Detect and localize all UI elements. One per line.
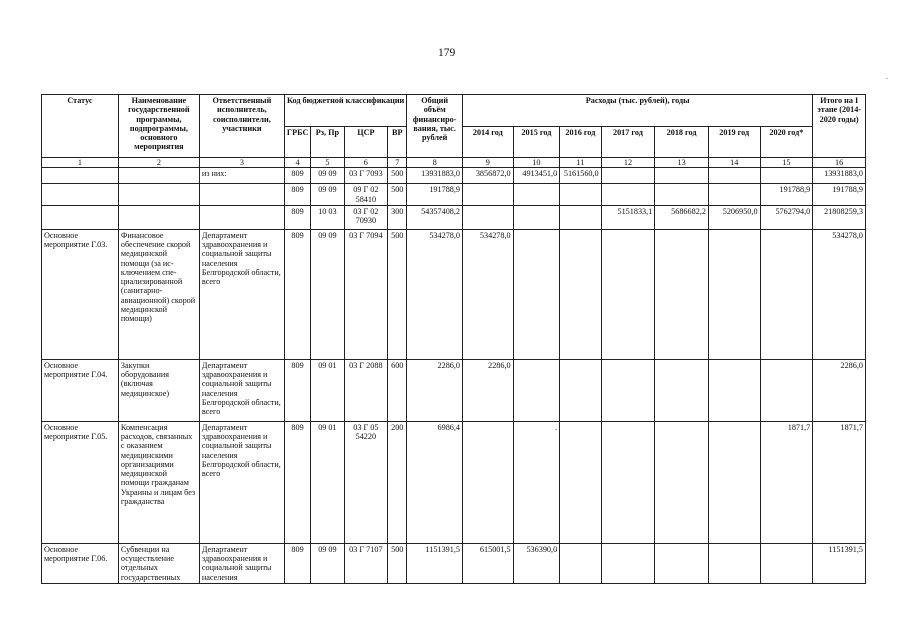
cell-rz-pr: 10 03 xyxy=(311,205,344,229)
header-expenses: Расходы (тыс. рублей), годы xyxy=(463,95,813,127)
cell-executor xyxy=(199,184,284,206)
cell-rz-pr: 09 09 xyxy=(311,168,344,184)
cell-program-name xyxy=(118,184,199,206)
cell-year-2020 xyxy=(760,543,813,583)
cell-status: Основное мероприятие Г.04. xyxy=(42,359,119,421)
cell-grbs: 809 xyxy=(284,359,310,421)
cell-year-2016: 5161560,0 xyxy=(560,168,601,184)
cell-vr: 500 xyxy=(388,168,407,184)
cell-year-2019 xyxy=(708,543,760,583)
column-number: 8 xyxy=(407,158,463,168)
cell-stage-total: 21808259,3 xyxy=(813,205,866,229)
cell-year-2014: 534278,0 xyxy=(463,229,514,359)
cell-stage-total: 534278,0 xyxy=(813,229,866,359)
column-number: 1 xyxy=(42,158,119,168)
cell-vr: 300 xyxy=(388,205,407,229)
cell-stage-total: 13931883,0 xyxy=(813,168,866,184)
cell-year-2019 xyxy=(708,421,760,543)
cell-grbs: 809 xyxy=(284,205,310,229)
header-year-2015: 2015 год xyxy=(513,126,560,158)
cell-year-2016 xyxy=(560,184,601,206)
column-number: 13 xyxy=(655,158,709,168)
header-vr: ВР xyxy=(388,126,407,158)
cell-year-2016 xyxy=(560,229,601,359)
header-rz-pr: Рз, Пр xyxy=(311,126,344,158)
header-year-2016: 2016 год xyxy=(560,126,601,158)
cell-status xyxy=(42,168,119,184)
column-number: 7 xyxy=(388,158,407,168)
table-row xyxy=(42,421,866,543)
column-number: 5 xyxy=(311,158,344,168)
cell-year-2018: 5686682,2 xyxy=(655,205,709,229)
cell-year-2020: 5762794,0 xyxy=(760,205,813,229)
cell-year-2020 xyxy=(760,168,813,184)
column-number: 15 xyxy=(760,158,813,168)
cell-csr: 09 Г 02 58410 xyxy=(344,184,388,206)
column-number: 12 xyxy=(601,158,655,168)
header-year-2017: 2017 год xyxy=(601,126,655,158)
stray-mark: . xyxy=(886,72,888,81)
cell-year-2020: 1871,7 xyxy=(760,421,813,543)
column-number: 3 xyxy=(199,158,284,168)
cell-year-2019 xyxy=(708,229,760,359)
cell-year-2018 xyxy=(655,359,709,421)
cell-year-2014 xyxy=(463,184,514,206)
cell-rz-pr: 09 09 xyxy=(311,184,344,206)
cell-year-2015: 4913451,0 xyxy=(513,168,560,184)
cell-year-2014: 2286,0 xyxy=(463,359,514,421)
cell-year-2014: 615001,5 xyxy=(463,543,514,583)
header-program-name: Наименование государственной программы, подпрограммы, основного мероприятия xyxy=(118,95,199,158)
cell-program-name: Финансовое обеспечение скорой медицинской помощи (за ис-ключением спе-циализированной (санитарно-авиационной) скорой медицинской помощи) xyxy=(118,229,199,359)
cell-year-2018 xyxy=(655,421,709,543)
budget-table xyxy=(41,94,866,584)
cell-total-volume: 534278,0 xyxy=(407,229,463,359)
cell-status xyxy=(42,205,119,229)
cell-vr: 500 xyxy=(388,184,407,206)
cell-csr: 03 Г 05 54220 xyxy=(344,421,388,543)
table-row xyxy=(42,168,866,184)
cell-year-2015 xyxy=(513,359,560,421)
cell-status: Основное мероприятие Г.05. xyxy=(42,421,119,543)
cell-year-2019 xyxy=(708,168,760,184)
cell-rz-pr: 09 09 xyxy=(311,229,344,359)
column-number: 9 xyxy=(463,158,514,168)
cell-year-2014 xyxy=(463,421,514,543)
header-year-2014: 2014 год xyxy=(463,126,514,158)
cell-rz-pr: 09 01 xyxy=(311,421,344,543)
cell-year-2018 xyxy=(655,184,709,206)
header-budget-code: Код бюджетной классификации xyxy=(284,95,406,127)
column-number: 11 xyxy=(560,158,601,168)
cell-grbs: 809 xyxy=(284,184,310,206)
cell-grbs: 809 xyxy=(284,421,310,543)
cell-grbs: 809 xyxy=(284,229,310,359)
cell-program-name xyxy=(118,168,199,184)
header-csr: ЦСР xyxy=(344,126,388,158)
cell-executor xyxy=(199,205,284,229)
cell-program-name: Компенсация расходов, связанных с оказанием медицинскими организациями медицинской помощи гражданам Украины и лицам без гражданства xyxy=(118,421,199,543)
cell-stage-total: 1151391,5 xyxy=(813,543,866,583)
cell-year-2017 xyxy=(601,229,655,359)
cell-year-2015 xyxy=(513,205,560,229)
cell-csr: 03 Г 7094 xyxy=(344,229,388,359)
cell-total-volume: 54357408,2 xyxy=(407,205,463,229)
cell-total-volume: 6986,4 xyxy=(407,421,463,543)
cell-year-2017 xyxy=(601,359,655,421)
header-year-2019: 2019 год xyxy=(708,126,760,158)
cell-program-name xyxy=(118,205,199,229)
cell-year-2017: 5151833,1 xyxy=(601,205,655,229)
cell-year-2017 xyxy=(601,168,655,184)
header-year-2020: 2020 год* xyxy=(760,126,813,158)
cell-executor: из них: xyxy=(199,168,284,184)
cell-vr: 500 xyxy=(388,229,407,359)
cell-year-2019: 5206950,0 xyxy=(708,205,760,229)
cell-csr: 03 Г 7093 xyxy=(344,168,388,184)
cell-year-2020 xyxy=(760,229,813,359)
column-number: 4 xyxy=(284,158,310,168)
cell-rz-pr: 09 01 xyxy=(311,359,344,421)
cell-csr: 03 Г 02 70930 xyxy=(344,205,388,229)
cell-executor: Департамент здравоохранения и социальной защиты населения Белгородской области, всего xyxy=(199,421,284,543)
cell-stage-total: 191788,9 xyxy=(813,184,866,206)
cell-grbs: 809 xyxy=(284,543,310,583)
cell-executor: Департамент здравоохранения и социальной защиты населения Белгородской области, всего xyxy=(199,359,284,421)
cell-year-2020: 191788,9 xyxy=(760,184,813,206)
table-row xyxy=(42,205,866,229)
header-stage-total: Итого на I этапе (2014-2020 годы) xyxy=(813,95,866,158)
table-body xyxy=(42,168,866,584)
cell-year-2018 xyxy=(655,543,709,583)
cell-year-2018 xyxy=(655,168,709,184)
column-number: 2 xyxy=(118,158,199,168)
cell-year-2018 xyxy=(655,229,709,359)
table-header xyxy=(42,95,866,168)
cell-stage-total: 2286,0 xyxy=(813,359,866,421)
cell-year-2016 xyxy=(560,543,601,583)
header-total-volume: Общий объём финансиро-вания, тыс. рублей xyxy=(407,95,463,158)
cell-year-2016 xyxy=(560,205,601,229)
cell-year-2017 xyxy=(601,421,655,543)
cell-csr: 03 Г 7107 xyxy=(344,543,388,583)
cell-total-volume: 2286,0 xyxy=(407,359,463,421)
cell-status: Основное мероприятие Г.06. xyxy=(42,543,119,583)
cell-year-2017 xyxy=(601,184,655,206)
column-number: 16 xyxy=(813,158,866,168)
cell-year-2016 xyxy=(560,359,601,421)
cell-year-2016 xyxy=(560,421,601,543)
cell-rz-pr: 09 09 xyxy=(311,543,344,583)
column-number: 14 xyxy=(708,158,760,168)
cell-vr: 600 xyxy=(388,359,407,421)
header-status: Статус xyxy=(42,95,119,158)
cell-year-2014 xyxy=(463,205,514,229)
cell-program-name: Закупки оборудования (включая медицинское) xyxy=(118,359,199,421)
cell-stage-total: 1871,7 xyxy=(813,421,866,543)
cell-status xyxy=(42,184,119,206)
cell-vr: 500 xyxy=(388,543,407,583)
cell-total-volume: 191788,9 xyxy=(407,184,463,206)
page-number: 179 xyxy=(438,47,456,59)
cell-total-volume: 1151391,5 xyxy=(407,543,463,583)
cell-executor: Департамент здравоохранения и социальной защиты населения xyxy=(199,543,284,583)
column-number: 10 xyxy=(513,158,560,168)
cell-year-2017 xyxy=(601,543,655,583)
cell-status: Основное мероприятие Г.03. xyxy=(42,229,119,359)
cell-year-2015 xyxy=(513,184,560,206)
table-row xyxy=(42,543,866,583)
cell-year-2019 xyxy=(708,359,760,421)
cell-year-2015 xyxy=(513,229,560,359)
cell-year-2015: . xyxy=(513,421,560,543)
table-row xyxy=(42,359,866,421)
cell-vr: 200 xyxy=(388,421,407,543)
cell-total-volume: 13931883,0 xyxy=(407,168,463,184)
cell-year-2019 xyxy=(708,184,760,206)
cell-year-2015: 536390,0 xyxy=(513,543,560,583)
header-executor: Ответственный исполнитель, соисполнители, участники xyxy=(199,95,284,158)
header-grbs: ГРБС xyxy=(284,126,310,158)
column-number-row xyxy=(42,158,866,168)
column-number: 6 xyxy=(344,158,388,168)
table-row xyxy=(42,184,866,206)
cell-executor: Департамент здравоохранения и социальной защиты населения Белгородской области, всего xyxy=(199,229,284,359)
cell-csr: 03 Г 2088 xyxy=(344,359,388,421)
cell-program-name: Субвенции на осуществление отдельных государственных xyxy=(118,543,199,583)
cell-year-2020 xyxy=(760,359,813,421)
header-year-2018: 2018 год xyxy=(655,126,709,158)
cell-year-2014: 3856872,0 xyxy=(463,168,514,184)
cell-grbs: 809 xyxy=(284,168,310,184)
table-row xyxy=(42,229,866,359)
